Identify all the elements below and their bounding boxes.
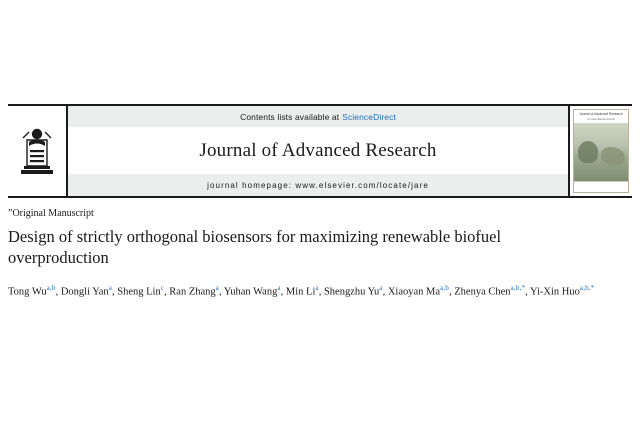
author-name[interactable]: Shengzhu Yu xyxy=(323,286,380,298)
author-affiliation-marker[interactable]: a xyxy=(277,284,281,292)
page-title: Design of strictly orthogonal biosensors for maximizing renewable biofuel overproduction xyxy=(8,227,502,267)
cover-subtitle-text: An International Journal xyxy=(587,118,615,121)
author-affiliation-marker[interactable]: a,b xyxy=(440,284,449,292)
cover-illustration xyxy=(574,123,628,182)
author-separator: , xyxy=(112,286,118,298)
journal-title: Journal of Advanced Research xyxy=(199,139,437,161)
cover-footer-band xyxy=(574,181,628,192)
author-name[interactable]: Sheng Lin xyxy=(117,286,161,298)
author-affiliation-marker[interactable]: c xyxy=(160,284,165,292)
publisher-crest-icon xyxy=(8,106,68,196)
author-name[interactable]: Tong Wu xyxy=(8,286,47,298)
cover-art xyxy=(573,109,629,193)
author-affiliation-marker[interactable]: a xyxy=(215,284,219,292)
masthead-center xyxy=(68,106,568,196)
author-name[interactable]: Xiaoyan Ma xyxy=(387,286,441,298)
author-separator: , xyxy=(280,286,286,298)
author-name[interactable]: Yi-Xin Huo xyxy=(530,286,580,298)
author-affiliation-marker[interactable]: a xyxy=(315,284,319,292)
journal-homepage-line[interactable]: journal homepage: www.elsevier.com/locate/jare xyxy=(68,173,568,196)
contents-prefix-text: Contents lists available at xyxy=(240,111,340,122)
journal-masthead xyxy=(8,104,632,198)
author-affiliation-marker[interactable]: a xyxy=(108,284,112,292)
author-separator: , xyxy=(382,286,388,298)
author-separator: , xyxy=(449,286,455,298)
article-header xyxy=(8,208,632,301)
article-type-label: ”Original Manuscript xyxy=(8,208,94,219)
journal-cover-thumbnail xyxy=(568,106,632,196)
contents-available-bar xyxy=(68,106,568,128)
author-separator: , xyxy=(55,286,61,298)
author-separator: , xyxy=(164,286,170,298)
author-name[interactable]: Min Li xyxy=(285,286,316,298)
author-affiliation-marker[interactable]: a xyxy=(379,284,383,292)
author-name[interactable]: Ran Zhang xyxy=(169,286,216,298)
author-separator: , xyxy=(218,286,224,298)
author-name[interactable]: Zhenya Chen xyxy=(454,286,511,298)
author-affiliation-marker[interactable]: a,b,* xyxy=(579,284,595,292)
author-separator: , xyxy=(525,286,531,298)
author-name[interactable]: Yuhan Wang xyxy=(223,286,278,298)
author-name[interactable]: Dongli Yan xyxy=(60,286,109,298)
cover-title-text: Journal of Advanced Research xyxy=(579,112,623,116)
author-affiliation-marker[interactable]: a,b xyxy=(46,284,56,292)
sciencedirect-link[interactable]: ScienceDirect xyxy=(342,111,396,122)
author-affiliation-marker[interactable]: a,b,* xyxy=(510,284,526,292)
author-list xyxy=(8,280,618,301)
author-separator: , xyxy=(318,286,324,298)
